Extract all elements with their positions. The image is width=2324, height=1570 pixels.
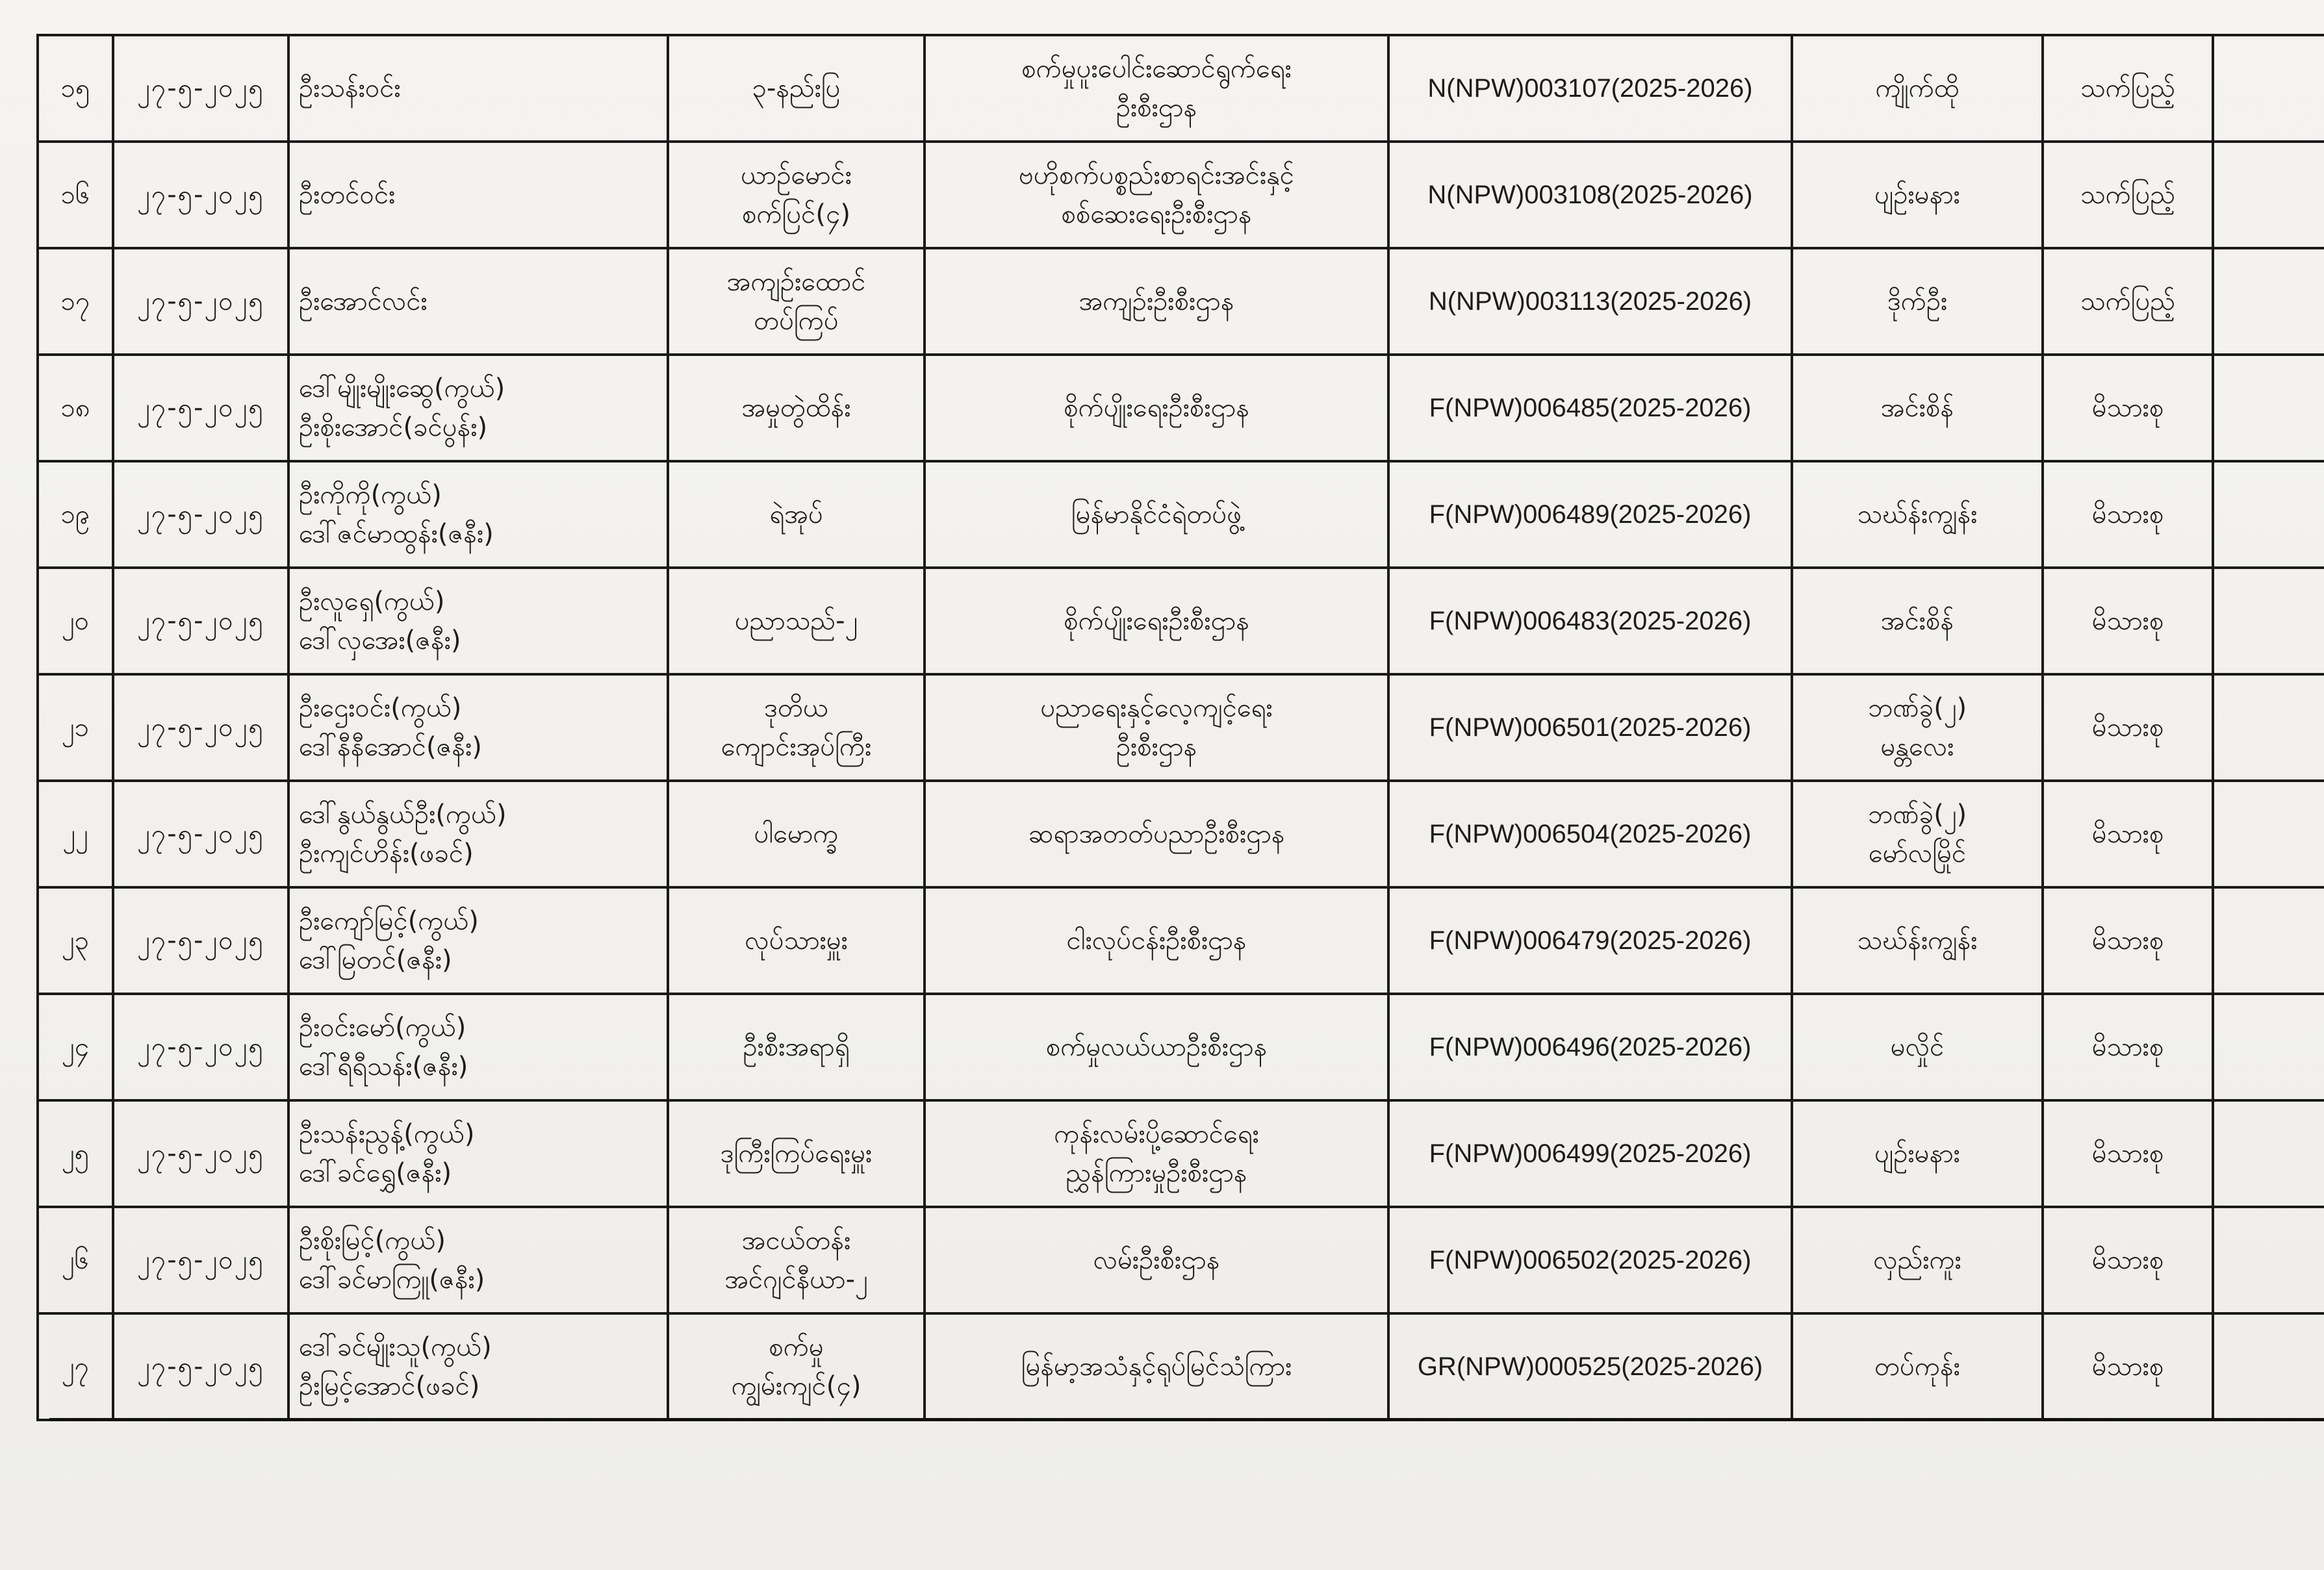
position-cell xyxy=(668,355,925,461)
name-cell-line: ဦးစိုးမြင့်(ကွယ်) xyxy=(299,1226,446,1256)
name-cell xyxy=(288,355,668,461)
name-cell-line: ဦးတင်ဝင်း xyxy=(299,180,396,210)
name-cell-line: ဒေါ်ရီရီသန်း(ဇနီး) xyxy=(299,1052,468,1082)
blank-cell xyxy=(2213,35,2324,142)
date-cell: ၂၇-၅-၂၀၂၅ xyxy=(113,994,288,1100)
department-cell xyxy=(925,248,1388,355)
township-cell-line: အင်းစိန် xyxy=(1880,393,1954,423)
township-cell xyxy=(1792,1100,2043,1207)
department-cell xyxy=(925,674,1388,781)
blank-cell xyxy=(2213,568,2324,674)
pension-type-cell: သက်ပြည့် xyxy=(2043,142,2213,248)
position-cell xyxy=(668,1313,925,1420)
department-cell xyxy=(925,1100,1388,1207)
name-cell-line: ဦးကျင်ဟိန်း(ဖခင်) xyxy=(299,839,474,868)
name-cell xyxy=(288,1207,668,1313)
blank-cell xyxy=(2213,887,2324,994)
department-cell xyxy=(925,887,1388,994)
pension-type-cell: မိသားစု xyxy=(2043,1313,2213,1420)
name-cell xyxy=(288,781,668,887)
township-cell-line: မော်လမြိုင် xyxy=(1868,839,1967,868)
name-cell-line: ဒေါ်ခင်မျိုးသူ(ကွယ်) xyxy=(299,1332,492,1362)
table-row xyxy=(38,1100,2324,1207)
township-cell xyxy=(1792,461,2043,568)
department-cell xyxy=(925,781,1388,887)
department-cell xyxy=(925,568,1388,674)
table-row xyxy=(38,142,2324,248)
position-cell-line: ယာဉ်မောင်း xyxy=(741,160,852,190)
position-cell-line: လုပ်သားမှူး xyxy=(745,926,848,956)
name-cell-line: ဒေါ်ခင်မာကြူ(ဇနီး) xyxy=(299,1265,485,1295)
table-row xyxy=(38,994,2324,1100)
department-cell-line: ကုန်းလမ်းပို့ဆောင်ရေး xyxy=(1054,1119,1259,1149)
row-number-cell: ၁၉ xyxy=(38,461,113,568)
pension-type-cell: မိသားစု xyxy=(2043,1100,2213,1207)
position-cell-line: ဒုကြီးကြပ်ရေးမှူး xyxy=(720,1139,873,1169)
table-row xyxy=(38,355,2324,461)
name-cell xyxy=(288,35,668,142)
date-cell: ၂၇-၅-၂၀၂၅ xyxy=(113,1207,288,1313)
pension-type-cell: သက်ပြည့် xyxy=(2043,248,2213,355)
name-cell xyxy=(288,674,668,781)
name-cell-line: ဒေါ်မျိုးမျိုးဆွေ(ကွယ်) xyxy=(299,374,505,403)
pension-type-cell: မိသားစု xyxy=(2043,355,2213,461)
date-cell: ၂၇-၅-၂၀၂၅ xyxy=(113,1100,288,1207)
department-cell-line: မြန်မာ့အသံနှင့်ရုပ်မြင်သံကြား xyxy=(1021,1352,1292,1382)
department-cell-line: ပညာရေးနှင့်လေ့ကျင့်ရေး xyxy=(1040,693,1273,723)
township-cell xyxy=(1792,994,2043,1100)
department-cell-line: ညွှန်ကြားမှုဦးစီးဌာန xyxy=(1066,1158,1247,1188)
position-cell-line: တပ်ကြပ် xyxy=(754,306,839,336)
township-cell-line: မလှိုင် xyxy=(1890,1032,1945,1062)
date-cell: ၂၇-၅-၂၀၂၅ xyxy=(113,142,288,248)
position-cell xyxy=(668,1207,925,1313)
position-cell-line: ဒုတိယ xyxy=(764,693,828,723)
pension-code-cell: F(NPW)006485(2025-2026) xyxy=(1388,355,1792,461)
department-cell xyxy=(925,142,1388,248)
pension-code-cell: F(NPW)006496(2025-2026) xyxy=(1388,994,1792,1100)
department-cell xyxy=(925,994,1388,1100)
pension-type-cell: မိသားစု xyxy=(2043,781,2213,887)
department-cell-line: စိုက်ပျိုးရေးဦးစီးဌာန xyxy=(1064,393,1249,423)
position-cell xyxy=(668,248,925,355)
position-cell-line: ၃-နည်းပြ xyxy=(752,73,841,103)
date-cell: ၂၇-၅-၂၀၂၅ xyxy=(113,35,288,142)
pension-type-cell: မိသားစု xyxy=(2043,887,2213,994)
township-cell xyxy=(1792,355,2043,461)
row-number-cell: ၂၀ xyxy=(38,568,113,674)
table-row xyxy=(38,887,2324,994)
date-cell: ၂၇-၅-၂၀၂၅ xyxy=(113,1313,288,1420)
name-cell xyxy=(288,568,668,674)
position-cell xyxy=(668,674,925,781)
department-cell-line: စစ်ဆေးရေးဦးစီးဌာန xyxy=(1061,199,1252,229)
blank-cell xyxy=(2213,1313,2324,1420)
township-cell-line: ဘဏ်ခွဲ(၂) xyxy=(1867,693,1967,723)
row-number-cell: ၂၇ xyxy=(38,1313,113,1420)
date-cell: ၂၇-၅-၂၀၂၅ xyxy=(113,781,288,887)
name-cell-line: ဦးအောင်လင်း xyxy=(299,286,428,316)
position-cell xyxy=(668,887,925,994)
township-cell-line: ပျဉ်းမနား xyxy=(1874,1139,1960,1169)
date-cell: ၂၇-၅-၂၀၂၅ xyxy=(113,674,288,781)
name-cell-line: ဦးသန်းညွန့်(ကွယ်) xyxy=(299,1119,475,1149)
department-cell xyxy=(925,461,1388,568)
row-number-cell: ၂၁ xyxy=(38,674,113,781)
name-cell-line: ဦးသန်းဝင်း xyxy=(299,73,401,103)
department-cell-line: ဗဟိုစက်ပစ္စည်းစာရင်းအင်းနှင့် xyxy=(1019,160,1294,190)
name-cell xyxy=(288,142,668,248)
position-cell-line: အကျဉ်းထောင် xyxy=(726,267,866,297)
township-cell xyxy=(1792,674,2043,781)
blank-cell xyxy=(2213,994,2324,1100)
row-number-cell: ၂၄ xyxy=(38,994,113,1100)
table-row xyxy=(38,248,2324,355)
blank-cell xyxy=(2213,355,2324,461)
row-number-cell: ၂၂ xyxy=(38,781,113,887)
pension-code-cell: GR(NPW)000525(2025-2026) xyxy=(1388,1313,1792,1420)
position-cell xyxy=(668,994,925,1100)
position-cell xyxy=(668,35,925,142)
name-cell-line: ဒေါ်နွယ်နွယ်ဦး(ကွယ်) xyxy=(299,800,507,829)
blank-cell xyxy=(2213,248,2324,355)
blank-cell xyxy=(2213,461,2324,568)
name-cell xyxy=(288,1313,668,1420)
table-row xyxy=(38,674,2324,781)
date-cell: ၂၇-၅-၂၀၂၅ xyxy=(113,568,288,674)
name-cell-line: ဒေါ်ခင်ရွှေ(ဇနီး) xyxy=(299,1158,452,1188)
date-cell: ၂၇-၅-၂၀၂၅ xyxy=(113,248,288,355)
position-cell-line: ပညာသည်-၂ xyxy=(734,606,858,636)
name-cell-line: ဦးမြင့်အောင်(ဖခင်) xyxy=(299,1371,480,1401)
name-cell-line: ဦးဌေးဝင်း(ကွယ်) xyxy=(299,693,462,723)
department-cell-line: စိုက်ပျိုးရေးဦးစီးဌာန xyxy=(1064,606,1249,636)
records-table-wrapper xyxy=(36,34,2324,1421)
pension-code-cell: F(NPW)006501(2025-2026) xyxy=(1388,674,1792,781)
position-cell-line: စက်ပြင်(၄) xyxy=(741,199,851,229)
table-row xyxy=(38,461,2324,568)
township-cell xyxy=(1792,35,2043,142)
pension-code-cell: F(NPW)006504(2025-2026) xyxy=(1388,781,1792,887)
department-cell-line: ငါးလုပ်ငန်းဦးစီးဌာန xyxy=(1066,926,1247,956)
name-cell xyxy=(288,461,668,568)
blank-cell xyxy=(2213,1100,2324,1207)
position-cell-line: အင်ဂျင်နီယာ-၂ xyxy=(724,1265,868,1295)
name-cell xyxy=(288,248,668,355)
department-cell xyxy=(925,1313,1388,1420)
row-number-cell: ၂၆ xyxy=(38,1207,113,1313)
township-cell xyxy=(1792,887,2043,994)
position-cell-line: ဦးစီးအရာရှိ xyxy=(743,1032,850,1062)
position-cell-line: အငယ်တန်း xyxy=(741,1226,851,1256)
date-cell: ၂၇-၅-၂၀၂၅ xyxy=(113,887,288,994)
pension-code-cell: N(NPW)003113(2025-2026) xyxy=(1388,248,1792,355)
township-cell-line: ကျိုက်ထို xyxy=(1875,73,1960,103)
township-cell xyxy=(1792,568,2043,674)
pension-code-cell: F(NPW)006499(2025-2026) xyxy=(1388,1100,1792,1207)
position-cell xyxy=(668,781,925,887)
township-cell xyxy=(1792,1207,2043,1313)
pension-code-cell: F(NPW)006483(2025-2026) xyxy=(1388,568,1792,674)
name-cell xyxy=(288,887,668,994)
position-cell-line: ပါမောက္ခ xyxy=(754,819,839,849)
pension-code-cell: F(NPW)006489(2025-2026) xyxy=(1388,461,1792,568)
department-cell-line: အကျဉ်းဦးစီးဌာန xyxy=(1079,286,1234,316)
township-cell-line: ဒိုက်ဦး xyxy=(1887,286,1948,316)
township-cell xyxy=(1792,248,2043,355)
pension-code-cell: F(NPW)006502(2025-2026) xyxy=(1388,1207,1792,1313)
township-cell xyxy=(1792,1313,2043,1420)
township-cell-line: လှည်းကူး xyxy=(1873,1245,1961,1275)
position-cell-line: ရဲအုပ် xyxy=(769,500,823,529)
row-number-cell: ၁၆ xyxy=(38,142,113,248)
department-cell-line: ဦးစီးဌာန xyxy=(1116,732,1197,762)
table-row xyxy=(38,1207,2324,1313)
blank-cell xyxy=(2213,1207,2324,1313)
name-cell-line: ဦးစိုးအောင်(ခင်ပွန်း) xyxy=(299,412,488,442)
township-cell-line: သဃ်န်းကျွန်း xyxy=(1857,926,1978,956)
position-cell-line: ကျောင်းအုပ်ကြီး xyxy=(721,732,872,762)
blank-cell xyxy=(2213,142,2324,248)
township-cell-line: တပ်ကုန်း xyxy=(1874,1352,1960,1382)
position-cell-line: ကျွမ်းကျင်(၄) xyxy=(731,1371,862,1401)
position-cell xyxy=(668,461,925,568)
department-cell-line: ဆရာအတတ်ပညာဦးစီးဌာန xyxy=(1028,819,1285,849)
position-cell xyxy=(668,1100,925,1207)
row-number-cell: ၁၅ xyxy=(38,35,113,142)
position-cell-line: စက်မှု xyxy=(769,1332,824,1362)
row-number-cell: ၂၃ xyxy=(38,887,113,994)
township-cell-line: သဃ်န်းကျွန်း xyxy=(1857,500,1978,529)
table-bottom-border xyxy=(49,1418,2324,1421)
row-number-cell: ၁၇ xyxy=(38,248,113,355)
pension-type-cell: မိသားစု xyxy=(2043,994,2213,1100)
township-cell xyxy=(1792,142,2043,248)
name-cell-line: ဒေါ်နီနီအောင်(ဇနီး) xyxy=(299,732,482,762)
date-cell: ၂၇-၅-၂၀၂၅ xyxy=(113,461,288,568)
department-cell xyxy=(925,1207,1388,1313)
position-cell xyxy=(668,568,925,674)
pension-type-cell: မိသားစု xyxy=(2043,461,2213,568)
township-cell xyxy=(1792,781,2043,887)
name-cell-line: ဦးလူရှေ(ကွယ်) xyxy=(299,587,445,616)
pension-code-cell: N(NPW)003107(2025-2026) xyxy=(1388,35,1792,142)
table-row xyxy=(38,781,2324,887)
name-cell-line: ဦးကျော်မြင့်(ကွယ်) xyxy=(299,906,479,936)
records-table-body xyxy=(38,35,2324,1420)
name-cell xyxy=(288,1100,668,1207)
township-cell-line: ဘဏ်ခွဲ(၂) xyxy=(1867,800,1967,829)
position-cell xyxy=(668,142,925,248)
department-cell xyxy=(925,355,1388,461)
name-cell-line: ဦးကိုကို(ကွယ်) xyxy=(299,480,442,510)
pension-records-table xyxy=(36,34,2324,1421)
name-cell-line: ဒေါ်ဇင်မာထွန်း(ဇနီး) xyxy=(299,519,494,549)
table-row xyxy=(38,1313,2324,1420)
name-cell-line: ဦးဝင်းမော်(ကွယ်) xyxy=(299,1013,466,1043)
blank-cell xyxy=(2213,781,2324,887)
department-cell-line: စက်မှုပူးပေါင်းဆောင်ရွက်ရေး xyxy=(1021,54,1292,84)
pension-type-cell: မိသားစု xyxy=(2043,674,2213,781)
row-number-cell: ၁၈ xyxy=(38,355,113,461)
department-cell-line: လမ်းဦးစီးဌာန xyxy=(1093,1245,1220,1275)
pension-type-cell: မိသားစု xyxy=(2043,568,2213,674)
township-cell-line: ပျဉ်းမနား xyxy=(1874,180,1960,210)
name-cell-line: ဒေါ်မြတင်(ဇနီး) xyxy=(299,945,452,975)
department-cell-line: စက်မှုလယ်ယာဦးစီးဌာန xyxy=(1045,1032,1268,1062)
name-cell xyxy=(288,994,668,1100)
township-cell-line: မန္တလေး xyxy=(1880,732,1954,762)
pension-code-cell: F(NPW)006479(2025-2026) xyxy=(1388,887,1792,994)
table-row xyxy=(38,35,2324,142)
date-cell: ၂၇-၅-၂၀၂၅ xyxy=(113,355,288,461)
position-cell-line: အမှုတွဲထိန်း xyxy=(741,393,851,423)
township-cell-line: အင်းစိန် xyxy=(1880,606,1954,636)
department-cell-line: မြန်မာနိုင်ငံရဲတပ်ဖွဲ့ xyxy=(1071,500,1242,529)
department-cell xyxy=(925,35,1388,142)
pension-type-cell: သက်ပြည့် xyxy=(2043,35,2213,142)
table-row xyxy=(38,568,2324,674)
name-cell-line: ဒေါ်လှအေး(ဇနီး) xyxy=(299,626,461,655)
department-cell-line: ဦးစီးဌာန xyxy=(1116,93,1197,123)
pension-code-cell: N(NPW)003108(2025-2026) xyxy=(1388,142,1792,248)
row-number-cell: ၂၅ xyxy=(38,1100,113,1207)
pension-type-cell: မိသားစု xyxy=(2043,1207,2213,1313)
blank-cell xyxy=(2213,674,2324,781)
